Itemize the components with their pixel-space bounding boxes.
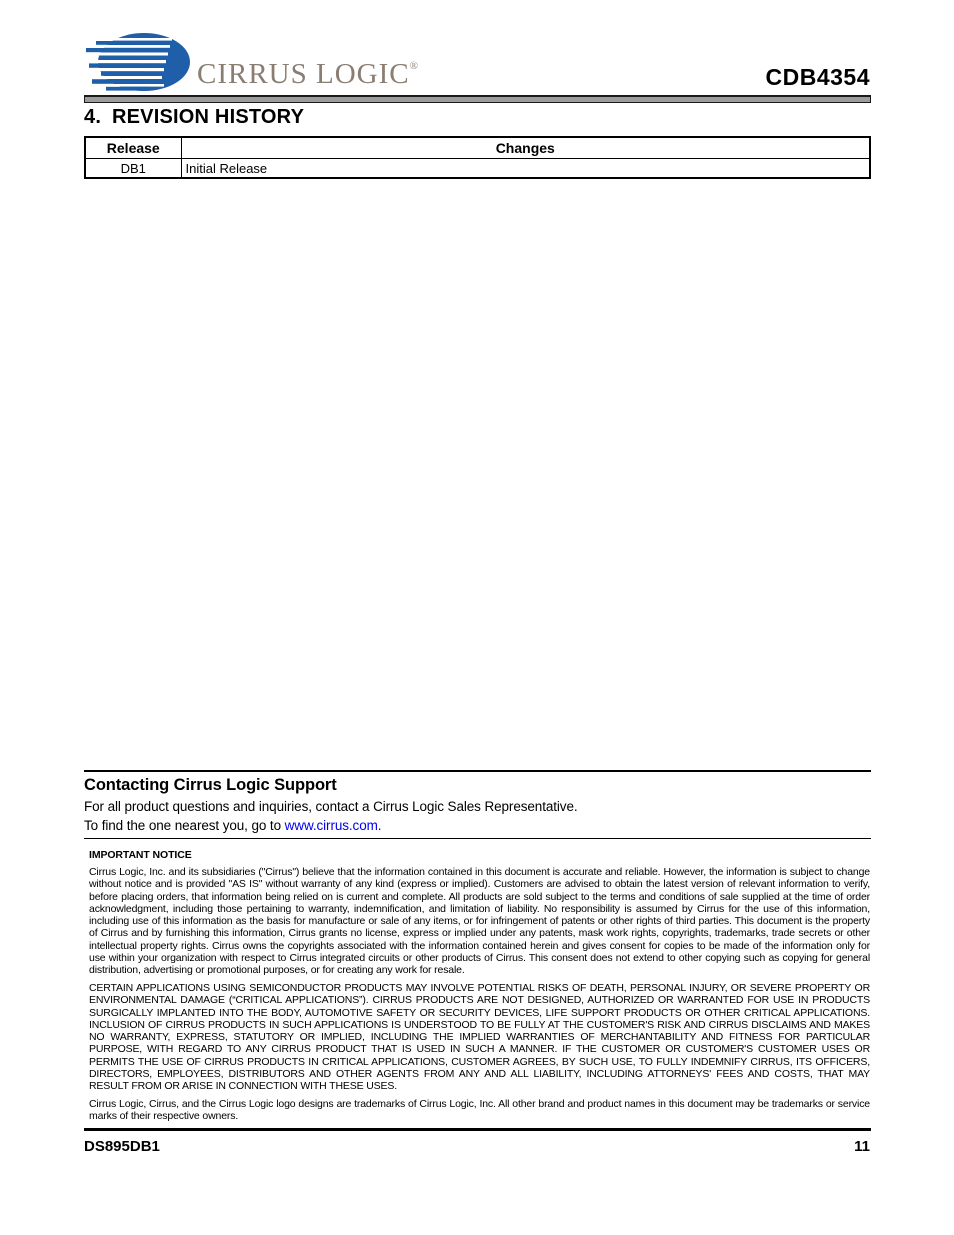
support-rule-bottom — [84, 838, 871, 839]
table-row — [85, 159, 870, 179]
notice-paragraph-1: Cirrus Logic, Inc. and its subsidiaries ("Cirrus") believe that the information contained in this document is accurate and reliable. However, the information is subject to change without notice and is provided "AS IS" without warranty of any kind (express or implied). Customers are advised to obtain the latest version of relevant information to verify, before placing orders, that information being relied on is current and complete. All products are sold subject to the terms and conditions of sale supplied at the time of order acknowledgment, including those pertaining to warranty, indemnification, and limitation of liability. No responsibility is assumed by Cirrus for the use of this information, including use of this information as the basis for manufacture or sale of any items, or for infringement of patents or other rights of third parties. This document is the property of Cirrus and by furnishing this information, Cirrus grants no license, express or implied under any patents, mask work rights, copyrights, trademarks, trade secrets or other intellectual property rights. Cirrus owns the copyrights associated with the information contained herein and gives consent for copies to be made of the information only for use within your organization with respect to Cirrus integrated circuits or other products of Cirrus. This consent does not extend to other copying such as copying for general distribution, advertising or promotional purposes, or for creating any work for resale. — [89, 866, 870, 977]
important-notice-heading: IMPORTANT NOTICE — [89, 849, 192, 861]
revision-history-table — [84, 136, 871, 179]
section-number: 4. — [84, 106, 102, 128]
cirrus-logic-logo — [84, 33, 418, 95]
support-heading: Contacting Cirrus Logic Support — [84, 776, 337, 794]
part-number: CDB4354 — [765, 64, 870, 90]
support-line1: For all product questions and inquiries, contact a Cirrus Logic Sales Representative. — [84, 799, 578, 814]
notice-paragraph-3: Cirrus Logic, Cirrus, and the Cirrus Logic logo designs are trademarks of Cirrus Logic, Inc. All other brand and product names in this document may be trademarks or service marks of their respective owners. — [89, 1098, 870, 1123]
registered-trademark-symbol: ® — [409, 60, 418, 72]
logo-wordmark-text: CIRRUS LOGIC — [197, 58, 410, 90]
cirrus-website-link-period[interactable]: . — [377, 818, 382, 833]
cirrus-logic-cloud-icon — [84, 33, 191, 95]
cirrus-website-link[interactable]: www.cirrus.com — [284, 818, 378, 833]
support-line2-prefix: To find the one nearest you, go to — [84, 818, 285, 833]
section-title — [84, 106, 304, 129]
support-rule-top — [84, 770, 871, 772]
table-header-row — [85, 137, 870, 159]
header-rule — [84, 95, 871, 103]
column-header-changes: Changes — [181, 137, 870, 159]
document-number: DS895DB1 — [84, 1138, 160, 1155]
changes-cell: Initial Release — [181, 159, 870, 179]
page-number: 11 — [854, 1138, 870, 1155]
support-line2 — [84, 818, 381, 833]
notice-paragraph-2: CERTAIN APPLICATIONS USING SEMICONDUCTOR PRODUCTS MAY INVOLVE POTENTIAL RISKS OF DEATH, PERSONAL INJURY, OR SEVERE PROPERTY OR ENVIRONMENTAL DAMAGE (“CRITICAL APPLICATIONS”). CIRRUS PRODUCTS ARE NOT DESIGNED, AUTHORIZED OR WARRANTED FOR USE IN PRODUCTS SURGICALLY IMPLANTED INTO THE BODY, AUTOMOTIVE SAFETY OR SECURITY DEVICES, LIFE SUPPORT PRODUCTS OR OTHER CRITICAL APPLICATIONS. INCLUSION OF CIRRUS PRODUCTS IN SUCH APPLICATIONS IS UNDERSTOOD TO BE FULLY AT THE CUSTOMER'S RISK AND CIRRUS DISCLAIMS AND MAKES NO WARRANTY, EXPRESS, STATUTORY OR IMPLIED, INCLUDING THE IMPLIED WARRANTIES OF MERCHANTABILITY AND FITNESS FOR PARTICULAR PURPOSE, WITH REGARD TO ANY CIRRUS PRODUCT THAT IS USED IN SUCH A MANNER. IF THE CUSTOMER OR CUSTOMER'S CUSTOMER USES OR PERMITS THE USE OF CIRRUS PRODUCTS IN CRITICAL APPLICATIONS, CUSTOMER AGREES, BY SUCH USE, TO FULLY INDEMNIFY CIRRUS, ITS OFFICERS, DIRECTORS, EMPLOYEES, DISTRIBUTORS AND OTHER AGENTS FROM ANY AND ALL LIABILITY, INCLUDING ATTORNEYS' FEES AND COSTS, THAT MAY RESULT FROM OR ARISE IN CONNECTION WITH THESE USES. — [89, 982, 870, 1093]
release-cell: DB1 — [85, 159, 181, 179]
footer-rule — [84, 1128, 871, 1131]
logo-wordmark — [197, 60, 418, 89]
column-header-release: Release — [85, 137, 181, 159]
section-title-text: REVISION HISTORY — [112, 106, 305, 128]
